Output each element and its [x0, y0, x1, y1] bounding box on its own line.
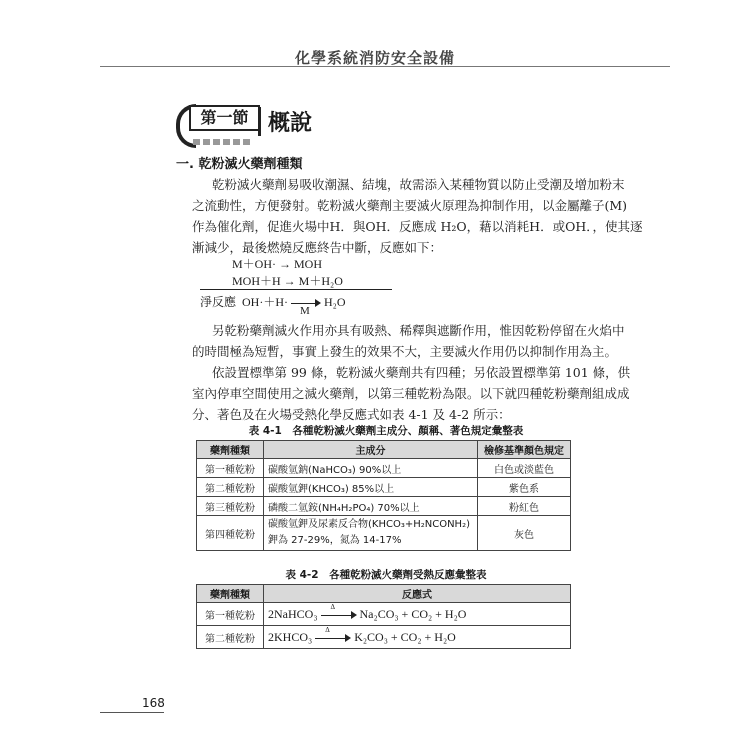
table-row: [197, 516, 571, 551]
table1: [196, 440, 571, 551]
table-row: [197, 626, 571, 649]
section-dots-decoration: [193, 130, 253, 149]
net-reaction-right: H₂O: [324, 295, 346, 309]
reaction-reactant: 2KHCO₃: [268, 629, 313, 644]
table1-caption: 表 4-1 各種乾粉滅火藥劑主成分、顏稱、著色規定彙整表: [248, 425, 524, 437]
table1-header: 檢修基準顏色規定: [478, 441, 571, 459]
header-divider: [100, 66, 670, 67]
table1-component-cell: 碳酸氫鉀(KHCO₃) 85%以上: [264, 478, 478, 497]
net-reaction: [200, 293, 346, 310]
heat-symbol: Δ: [330, 602, 336, 611]
table1-color-cell: 紫色系: [478, 478, 571, 497]
table-row: [197, 497, 571, 516]
paragraph-line: 依設置標準第 99 條，乾粉滅火藥劑共有四種；另依設置標準第 101 條，供: [212, 365, 631, 380]
table-row: [197, 478, 571, 497]
paragraph-line: 作為催化劑，促進火場中H．與OH．反應成 H₂O，藉以消耗H．或OH．，使其逐: [192, 219, 643, 234]
table2-header: 藥劑種類: [197, 585, 264, 603]
table1-type-cell: 第四種乾粉: [197, 516, 264, 551]
table1-component-cell: [264, 516, 478, 551]
paragraph-line: 的時間極為短暫，事實上發生的效果不大，主要滅火作用仍以抑制作用為主。: [192, 344, 618, 359]
table2-caption: 表 4-2 各種乾粉滅火藥劑受熱反應彙整表: [285, 569, 487, 581]
table1-component-line: 碳酸氫鉀及尿素反合物(KHCO₃+H₂NCONH₂): [268, 519, 470, 530]
net-reaction-left: OH·＋H·: [242, 295, 289, 309]
table1-color-cell: 灰色: [478, 516, 571, 551]
paragraph-line: 乾粉滅火藥劑易吸收潮濕、結塊，故需添入某種物質以防止受潮及增加粉末: [212, 177, 625, 192]
section-number-box: 第一節: [189, 105, 260, 131]
table-row: [197, 603, 571, 626]
reaction-products: K₂CO₃ + CO₂ + H₂O: [354, 629, 456, 644]
table1-header: 藥劑種類: [197, 441, 264, 459]
table1-component-line: 鉀為 27-29%，氮為 14-17%: [268, 535, 402, 546]
table2-header: 反應式: [264, 585, 571, 603]
table1-color-cell: 白色或淡藍色: [478, 459, 571, 478]
net-reaction-label: 淨反應: [200, 295, 237, 309]
running-header-title: 化學系統消防安全設備: [294, 49, 455, 67]
reaction-products: Na₂CO₃ + CO₂ + H₂O: [359, 606, 467, 621]
paragraph-line: 漸減少，最後燃燒反應終告中斷，反應如下：: [192, 240, 443, 255]
subsection-heading: 一. 乾粉滅火藥劑種類: [176, 157, 303, 172]
table1-component-cell: 磷酸二氫銨(NH₄H₂PO₄) 70%以上: [264, 497, 478, 516]
equation-divider: [200, 289, 392, 290]
table2: [196, 584, 571, 649]
table1-type-cell: 第三種乾粉: [197, 497, 264, 516]
table2-reaction-cell: [264, 603, 571, 626]
heat-symbol: Δ: [325, 625, 330, 634]
page-number: 168: [142, 696, 165, 710]
section-title: 概說: [268, 111, 313, 136]
heat-arrow: [315, 625, 351, 643]
equation-1: M＋OH· → MOH: [232, 257, 323, 271]
table1-component-cell: 碳酸氫鈉(NaHCO₃) 90%以上: [264, 459, 478, 478]
paragraph-line: 之流動性，方便發射。乾粉滅火藥劑主要滅火原理為抑制作用，以金屬離子(M): [192, 198, 628, 213]
table2-reaction-cell: [264, 626, 571, 649]
reaction-reactant: 2NaHCO₃: [268, 606, 318, 621]
table2-type-cell: 第一種乾粉: [197, 603, 264, 626]
equation-2: MOH＋H → M＋H₂O: [232, 274, 343, 288]
table1-color-cell: 粉紅色: [478, 497, 571, 516]
footer-divider: [100, 712, 164, 713]
table1-type-cell: 第一種乾粉: [197, 459, 264, 478]
table2-type-cell: 第二種乾粉: [197, 626, 264, 649]
net-reaction-catalyst: M: [300, 305, 310, 317]
paragraph-line: 室內停車空間使用之滅火藥劑，以第三種乾粉為限。以下就四種乾粉藥劑組成成: [192, 386, 630, 401]
paragraph-line: 分、著色及在火場受熱化學反應式如表 4-1 及 4-2 所示：: [192, 407, 511, 422]
table1-header: 主成分: [264, 441, 478, 459]
heat-arrow: [321, 602, 357, 620]
section-divider-bar: [258, 107, 261, 136]
paragraph-line: 另乾粉藥劑滅火作用亦具有吸熱、稀釋與遮斷作用，惟因乾粉停留在火焰中: [212, 323, 625, 338]
table-row: [197, 459, 571, 478]
table1-type-cell: 第二種乾粉: [197, 478, 264, 497]
